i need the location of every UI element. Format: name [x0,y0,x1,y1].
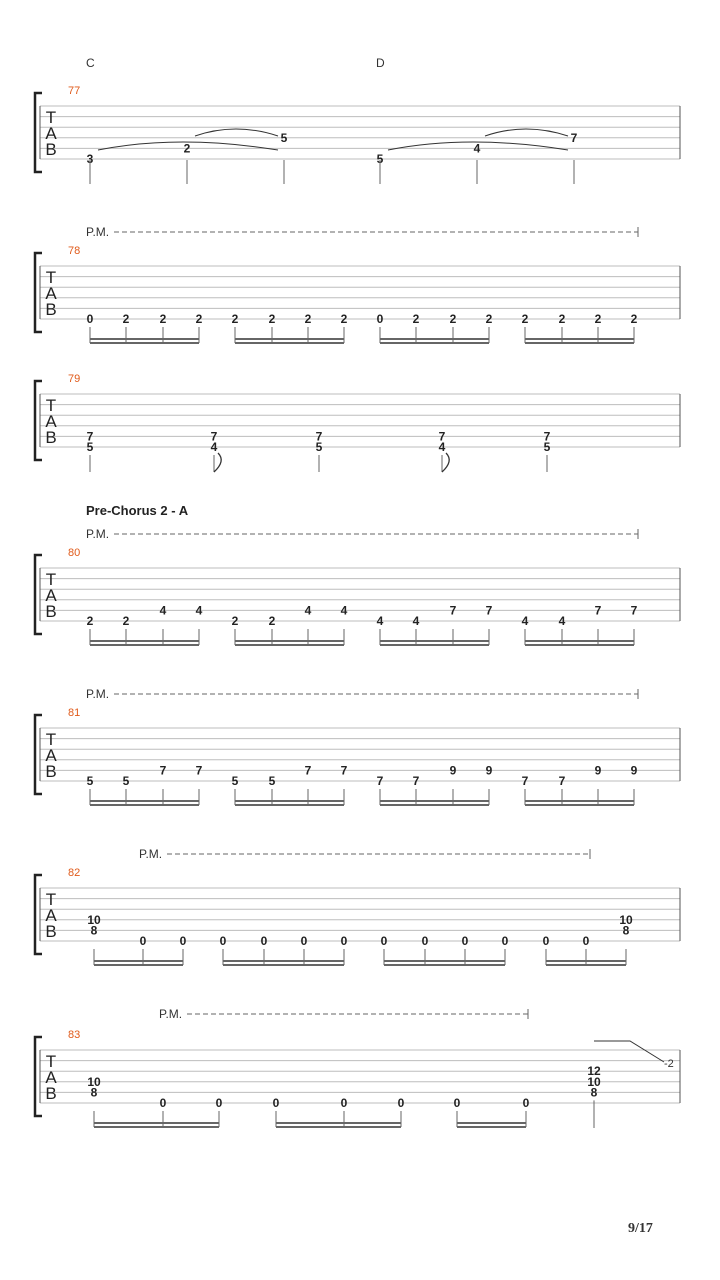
fret-number: 5 [231,774,239,788]
fret-number: 8 [622,923,630,938]
tab-clef-b: B [45,762,57,781]
fret-number: 12 [587,1064,601,1079]
fret-number: 10 [87,912,101,927]
bar-number: 78 [68,245,81,257]
fret-number: 7 [543,429,551,444]
fret-number: 4 [195,603,203,618]
tab-clef-a: A [45,124,57,143]
fret-number: 0 [179,934,187,948]
tab-clef-b: B [45,602,57,621]
palm-mute-label: P.M. [86,527,110,541]
fret-number: 2 [86,614,94,628]
chord-name: C [86,56,95,70]
bar-number: 82 [68,867,81,879]
fret-number: 5 [122,774,130,788]
fret-number: 0 [340,934,348,948]
fret-number: 9 [630,763,638,778]
fret-number: 4 [159,603,167,618]
bar-number: 80 [68,547,81,559]
tab-clef-t: T [45,570,57,589]
fret-number: 0 [421,934,429,948]
tab-clef-t: T [45,730,57,749]
fret-number: 9 [485,763,493,778]
fret-number: 7 [521,774,529,788]
fret-number: 7 [570,130,578,145]
fret-number: 4 [210,440,218,454]
fret-number: 0 [542,934,550,948]
system-bracket [35,555,42,634]
system-bracket [35,1037,42,1116]
tab-clef-a: A [45,586,57,605]
system-bracket [35,93,42,172]
fret-number: 0 [272,1096,280,1110]
fret-number: 5 [268,774,276,788]
fret-number: 0 [501,934,509,948]
bar-number: 77 [68,85,81,97]
tab-clef-b: B [45,140,57,159]
fret-number: 5 [376,152,384,166]
bend-label: -2 [664,1058,674,1070]
fret-number: 2 [558,312,566,326]
fret-number: 2 [159,312,167,326]
fret-number: 7 [304,763,312,778]
fret-number: 5 [86,774,94,788]
fret-number: 2 [521,312,529,326]
fret-number: 0 [260,934,268,948]
fret-number: 7 [340,763,348,778]
fret-number: 0 [340,1096,348,1110]
fret-number: 5 [280,130,288,145]
fret-number: 2 [594,312,602,326]
palm-mute-label: P.M. [139,847,163,861]
fret-number: 2 [231,614,239,628]
palm-mute-label: P.M. [159,1007,183,1021]
fret-number: 2 [268,312,276,326]
fret-number: 8 [590,1085,598,1100]
fret-number: 2 [340,312,348,326]
slur [485,129,568,136]
tab-clef-b: B [45,922,57,941]
tab-clef-a: A [45,746,57,765]
tab-clef-a: A [45,284,57,303]
fret-number: 2 [122,312,130,326]
fret-number: 3 [86,152,94,166]
fret-number: 0 [522,1096,530,1110]
slur [195,129,278,136]
fret-number: 0 [461,934,469,948]
fret-number: 4 [340,603,348,618]
fret-number: 9 [594,763,602,778]
fret-number: 2 [268,614,276,628]
fret-number: 0 [376,312,384,326]
fret-number: 7 [594,603,602,618]
fret-number: 7 [315,429,323,444]
fret-number: 4 [412,614,420,628]
fret-number: 7 [438,429,446,444]
fret-number: 9 [449,763,457,778]
tab-clef-a: A [45,1068,57,1087]
palm-mute-label: P.M. [86,687,110,701]
section-title: Pre-Chorus 2 - A [86,503,189,518]
fret-number: 10 [619,912,633,927]
palm-mute-label: P.M. [86,225,110,239]
fret-number: 2 [630,312,638,326]
fret-number: 2 [231,312,239,326]
tab-clef-a: A [45,412,57,431]
fret-number: 7 [159,763,167,778]
tab-clef-t: T [45,108,57,127]
flag [442,453,449,472]
fret-number: 0 [139,934,147,948]
bend-arrow [594,1041,664,1062]
fret-number: 7 [630,603,638,618]
tab-clef-a: A [45,906,57,925]
fret-number: 4 [521,614,529,628]
fret-number: 2 [183,141,191,156]
fret-number: 0 [453,1096,461,1110]
tab-clef-b: B [45,428,57,447]
system-bracket [35,875,42,954]
fret-number: 0 [86,312,94,326]
system-bracket [35,381,42,460]
bar-number: 79 [68,373,81,385]
fret-number: 4 [558,614,566,628]
fret-number: 0 [215,1096,223,1110]
fret-number: 2 [304,312,312,326]
fret-number: 0 [300,934,308,948]
fret-number: 0 [582,934,590,948]
fret-number: 7 [412,774,420,788]
fret-number: 10 [587,1074,601,1089]
fret-number: 7 [210,429,218,444]
fret-number: 2 [412,312,420,326]
fret-number: 2 [449,312,457,326]
tab-clef-t: T [45,268,57,287]
tab-clef-t: T [45,890,57,909]
fret-number: 7 [558,774,566,788]
fret-number: 8 [90,1085,98,1100]
fret-number: 4 [304,603,312,618]
fret-number: 4 [473,141,481,156]
system-bracket [35,715,42,794]
system-bracket [35,253,42,332]
fret-number: 2 [195,312,203,326]
fret-number: 2 [485,312,493,326]
fret-number: 10 [87,1074,101,1089]
flag [214,453,221,472]
fret-number: 4 [438,440,446,454]
chord-name: D [376,56,385,70]
tab-clef-t: T [45,1052,57,1071]
bar-number: 83 [68,1029,81,1041]
fret-number: 2 [122,614,130,628]
tab-clef-b: B [45,300,57,319]
fret-number: 0 [159,1096,167,1110]
fret-number: 0 [380,934,388,948]
fret-number: 4 [376,614,384,628]
fret-number: 0 [397,1096,405,1110]
fret-number: 5 [543,440,551,454]
page-number: 9/17 [628,1221,653,1236]
fret-number: 7 [195,763,203,778]
bar-number: 81 [68,707,81,719]
fret-number: 0 [219,934,227,948]
tab-clef-b: B [45,1084,57,1103]
fret-number: 7 [485,603,493,618]
fret-number: 8 [90,923,98,938]
fret-number: 7 [376,774,384,788]
fret-number: 5 [86,440,94,454]
fret-number: 5 [315,440,323,454]
tab-clef-t: T [45,396,57,415]
fret-number: 7 [86,429,94,444]
fret-number: 7 [449,603,457,618]
